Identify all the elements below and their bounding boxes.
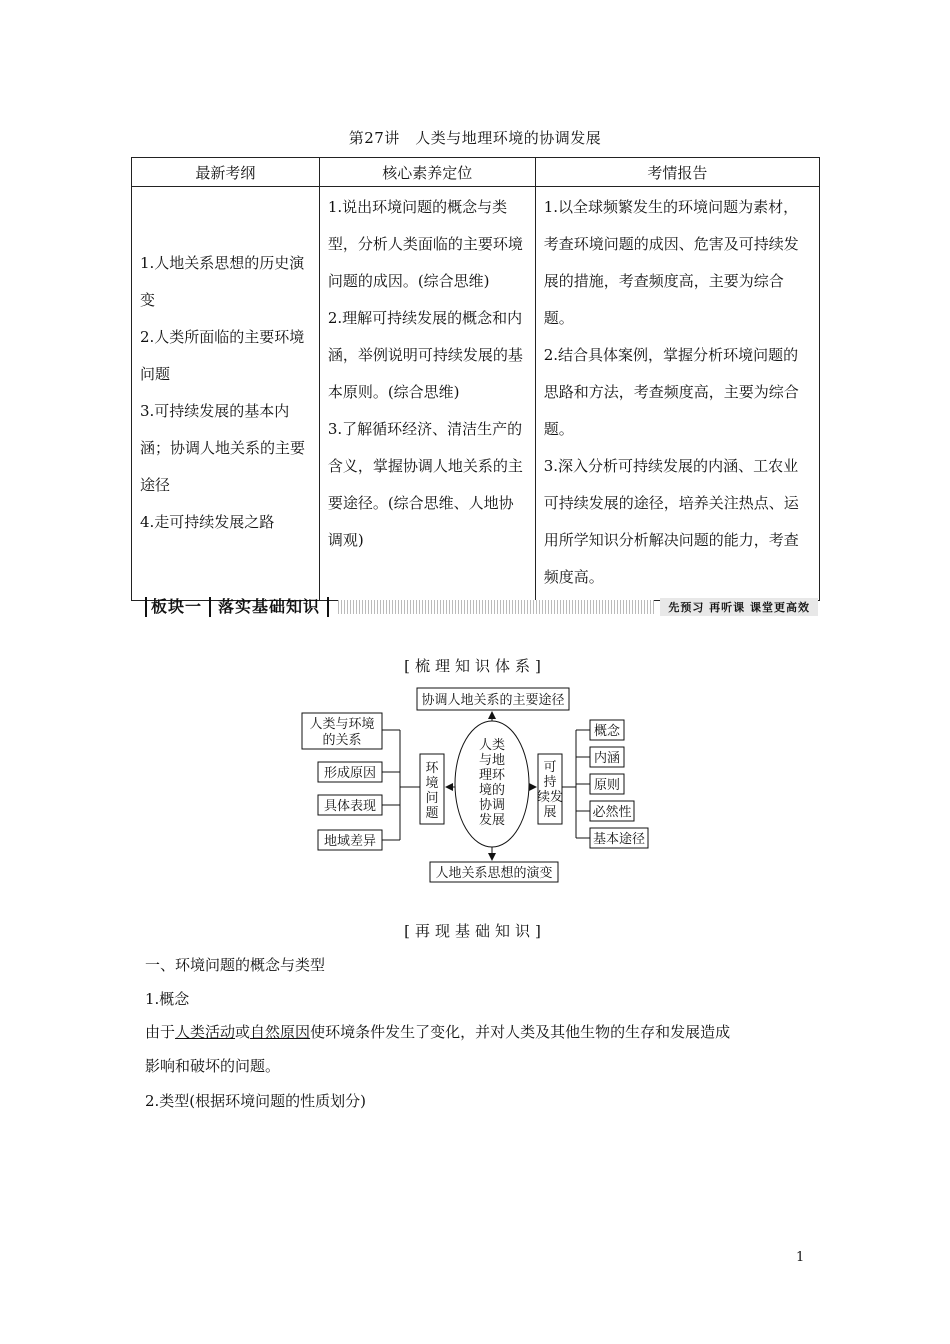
banner-divider (327, 597, 329, 617)
report-item: 1.以全球频繁发生的环境问题为素材，考查环境问题的成因、危害及可持续发展的措施，考查频度高，主要为综合题。 (543, 198, 799, 327)
center-line: 协调 (478, 798, 506, 813)
right-mid-char: 可 (543, 760, 557, 775)
concept-paragraph-line1 (145, 1021, 730, 1042)
text-run: 或 (235, 1023, 251, 1041)
knowledge-diagram (298, 684, 658, 884)
table-header-row (132, 158, 820, 187)
center-line: 境的 (478, 783, 506, 798)
right-item-text: 内涵 (593, 751, 621, 766)
left-mid-char: 境 (425, 776, 439, 791)
right-mid-char: 持 (543, 775, 557, 790)
center-line: 理环 (478, 768, 506, 783)
underlined-term: 人类活动 (175, 1023, 236, 1041)
outline-cell (132, 187, 320, 601)
left-mid-char: 环 (425, 761, 439, 776)
bottom-box-text: 人地关系思想的演变 (435, 866, 553, 881)
banner-label-b: 落实基础知识 (218, 597, 321, 616)
heading-concept: 1.概念 (145, 990, 190, 1008)
literacy-item: 3.了解循环经济、清洁生产的含义，掌握协调人地关系的主要途径。(综合思维、人地协调观) (327, 420, 523, 549)
header-exam-report: 考情报告 (535, 158, 819, 187)
left-item-text: 具体表现 (323, 799, 377, 814)
text-run: 由于 (145, 1023, 176, 1041)
literacy-cell (319, 187, 535, 601)
banner-stripe (338, 600, 654, 614)
report-cell (535, 187, 819, 601)
heading-types: 2.类型(根据环境问题的性质划分) (145, 1092, 367, 1110)
right-item-text: 概念 (593, 724, 621, 739)
header-exam-outline: 最新考纲 (132, 158, 320, 187)
center-line: 人类 (478, 738, 506, 753)
report-item: 3.深入分析可持续发展的内涵、工农业可持续发展的途径，培养关注热点、运用所学知识分析解决问题的能力，考查频度高。 (543, 457, 799, 586)
right-item-text: 基本途径 (592, 832, 646, 847)
concept-paragraph-line2: 影响和破坏的问题。 (145, 1057, 281, 1075)
left-item-text: 形成原因 (323, 766, 377, 781)
center-line: 发展 (478, 813, 506, 828)
outline-item: 4.走可持续发展之路 (140, 512, 275, 531)
section-banner (145, 596, 818, 618)
banner-label-a: 板块一 (145, 597, 206, 617)
top-box-text: 协调人地关系的主要途径 (421, 693, 565, 708)
table-row (132, 187, 820, 601)
text-run: 使环境条件发生了变化，并对人类及其他生物的生存和发展造成 (310, 1023, 731, 1041)
underlined-term: 自然原因 (250, 1023, 311, 1041)
outline-item: 3.可持续发展的基本内涵；协调人地关系的主要途径 (140, 401, 306, 494)
left-item-text: 人类与环境 (309, 717, 375, 732)
literacy-item: 2.理解可持续发展的概念和内涵，举例说明可持续发展的基本原则。(综合思维) (327, 309, 523, 401)
header-core-literacy: 核心素养定位 (319, 158, 535, 187)
left-mid-char: 题 (425, 806, 439, 821)
right-mid-char: 续发 (536, 790, 564, 805)
heading-env-problems: 一、环境问题的概念与类型 (145, 956, 326, 974)
outline-item: 1.人地关系思想的历史演变 (140, 253, 305, 309)
left-item-text: 地域差异 (323, 834, 377, 849)
literacy-item: 1.说出环境问题的概念与类型，分析人类面临的主要环境问题的成因。(综合思维) (327, 198, 523, 290)
report-item: 2.结合具体案例，掌握分析环境问题的思路和方法，考查频度高，主要为综合题。 (543, 346, 799, 438)
left-item-text: 的关系 (322, 733, 362, 748)
outline-item: 2.人类所面临的主要环境问题 (140, 327, 305, 383)
section-heading-knowledge-system: [梳理知识体系] (404, 657, 546, 675)
outline-table (131, 157, 820, 601)
banner-divider (209, 597, 211, 617)
page-number: 1 (796, 1250, 805, 1265)
section-heading-basic-knowledge: [再现基础知识] (404, 922, 546, 940)
center-line: 与地 (478, 753, 506, 768)
center-text (479, 737, 506, 828)
page-title: 第27讲 人类与地理环境的协调发展 (348, 129, 602, 147)
right-item-text: 必然性 (592, 805, 632, 820)
banner-slogan: 先预习 再听课 课堂更高效 (660, 598, 818, 616)
right-mid-char: 展 (543, 805, 557, 820)
left-mid-char: 问 (425, 791, 439, 806)
right-item-text: 原则 (593, 778, 621, 793)
